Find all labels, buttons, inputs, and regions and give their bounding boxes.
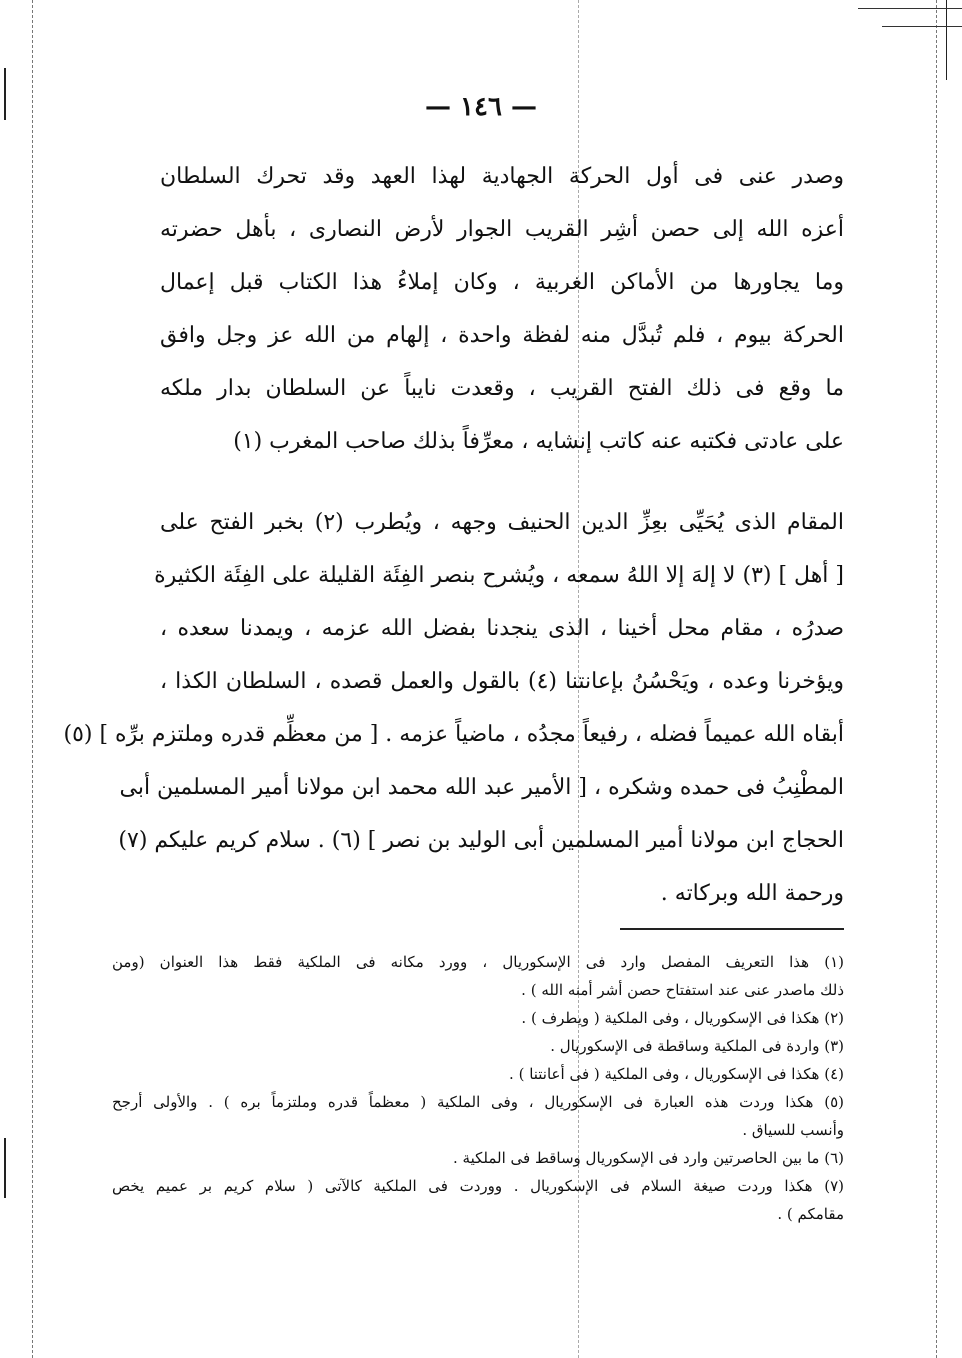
text-line: وما يجاورها من الأماكن الغربية ، وكان إملاءُ هذا الكتاب قبل إعمال: [160, 270, 844, 295]
text-line: وصدر عنى فى أول الحركة الجهادية لهذا العهد وقد تحرك السلطان: [160, 164, 844, 189]
footnotes: [112, 948, 844, 1228]
footnote-separator: [620, 928, 844, 930]
footnote-3: (٣) واردة فى الملكية وساقطة فى الإسكوريال .: [550, 1037, 844, 1055]
top-right-rule-2: [882, 26, 962, 27]
paragraph-1: [160, 150, 844, 468]
top-right-rule: [858, 8, 962, 9]
text-line: على عادتى فكتبه عنه كاتب إنشايه ، معرِّفاً بذلك صاحب المغرب (١): [233, 429, 844, 454]
text-line: صدرُه ، مقام محل أخينا ، الذى ينجدنا بفضل الله عزمه ، ويمدنا سعده ،: [160, 616, 844, 641]
footnote-7-cont: مقامكم ) .: [777, 1205, 844, 1223]
footnote-1: (١) هذا التعريف المفصل وارد فى الإسكوريال ، وورد مكانه فى الملكية فقط هذا العنوان (ومن: [112, 953, 844, 971]
paragraph-2: [63, 496, 844, 920]
left-margin-line-lower: [4, 1138, 6, 1198]
left-dashed-edge: [32, 0, 33, 1358]
text-line: ويؤخرنا وعده ، ويَحْسُنُ بإعانتنا (٤) بالقول والعمل قصده ، السلطان الكذا ،: [160, 669, 844, 694]
footnote-4: (٤) هكذا فى الإسكوريال ، وفى الملكية ( فى أعانتنا ) .: [509, 1065, 844, 1083]
footnote-5: (٥) هكذا وردت هذه العبارة فى الإسكوريال ، وفى الملكية ( معظماً قدره وملتزماً بره ) . والأولى أرجح: [112, 1093, 844, 1111]
text-line: [ أهل ] (٣) لا إلهَ إلا اللهُ سمعه ، ويُشرح بنصر الفِئَة القليلة على الفِئَة الكثيرة: [154, 563, 844, 588]
footnote-1-cont: ذلك ماصدر عنى عند استفتاح حصن أشر أمنه الله ) .: [521, 981, 844, 999]
right-dashed-edge: [936, 0, 937, 1358]
text-line: أبقاه الله عميماً فضله ، رفيعاً مجدُه ، ماضياً عزمه . [ من معظِّم قدره وملتزم برِّه ] (٥): [63, 722, 844, 747]
text-line: أعزه الله إلى حصن أشِر القريب الجوار لأرض النصارى ، بأهل حضرته: [160, 217, 844, 242]
page-number: — ١٤٦ —: [424, 92, 538, 122]
text-line: الحركة بيوم ، فلم تُبدَّل منه لفظة واحدة ، إلهام من الله عز وجل وافق: [160, 323, 844, 348]
footnote-2: (٢) هكذا فى الإسكوريال ، وفى الملكية ( ويطرف ) .: [521, 1009, 844, 1027]
footnote-6: (٦) ما بين الحاصرتين وارد فى الإسكوريال وساقط فى الملكية .: [453, 1149, 844, 1167]
text-line: ورحمة الله وبركاته .: [660, 881, 844, 906]
text-line: ما وقع فى ذلك الفتح القريب ، وقعدت نايباً عن السلطان بدار ملكه: [160, 376, 844, 401]
text-line: المقام الذى يُحَيِّى بعِزِّ الدين الحنيف وجهه ، ويُطرب (٢) بخبر الفتح على: [160, 510, 844, 535]
text-line: الحجاج ابن مولانا أمير المسلمين أبى الوليد بن نصر ] (٦) . سلام كريم عليكم (٧): [118, 828, 844, 853]
text-line: المطْنِبُ فى حمده وشكره ، [ الأمير عبد الله محمد ابن مولانا أمير المسلمين أبى: [119, 775, 844, 800]
right-margin-line: [946, 0, 947, 80]
footnote-5-cont: وأنسب للسياق .: [742, 1121, 844, 1139]
footnote-7: (٧) هكذا وردت صيغة السلام فى الإسكوريال . ووردت فى الملكية كالآتى ( سلام كريم بر عميم يخص: [112, 1177, 844, 1195]
